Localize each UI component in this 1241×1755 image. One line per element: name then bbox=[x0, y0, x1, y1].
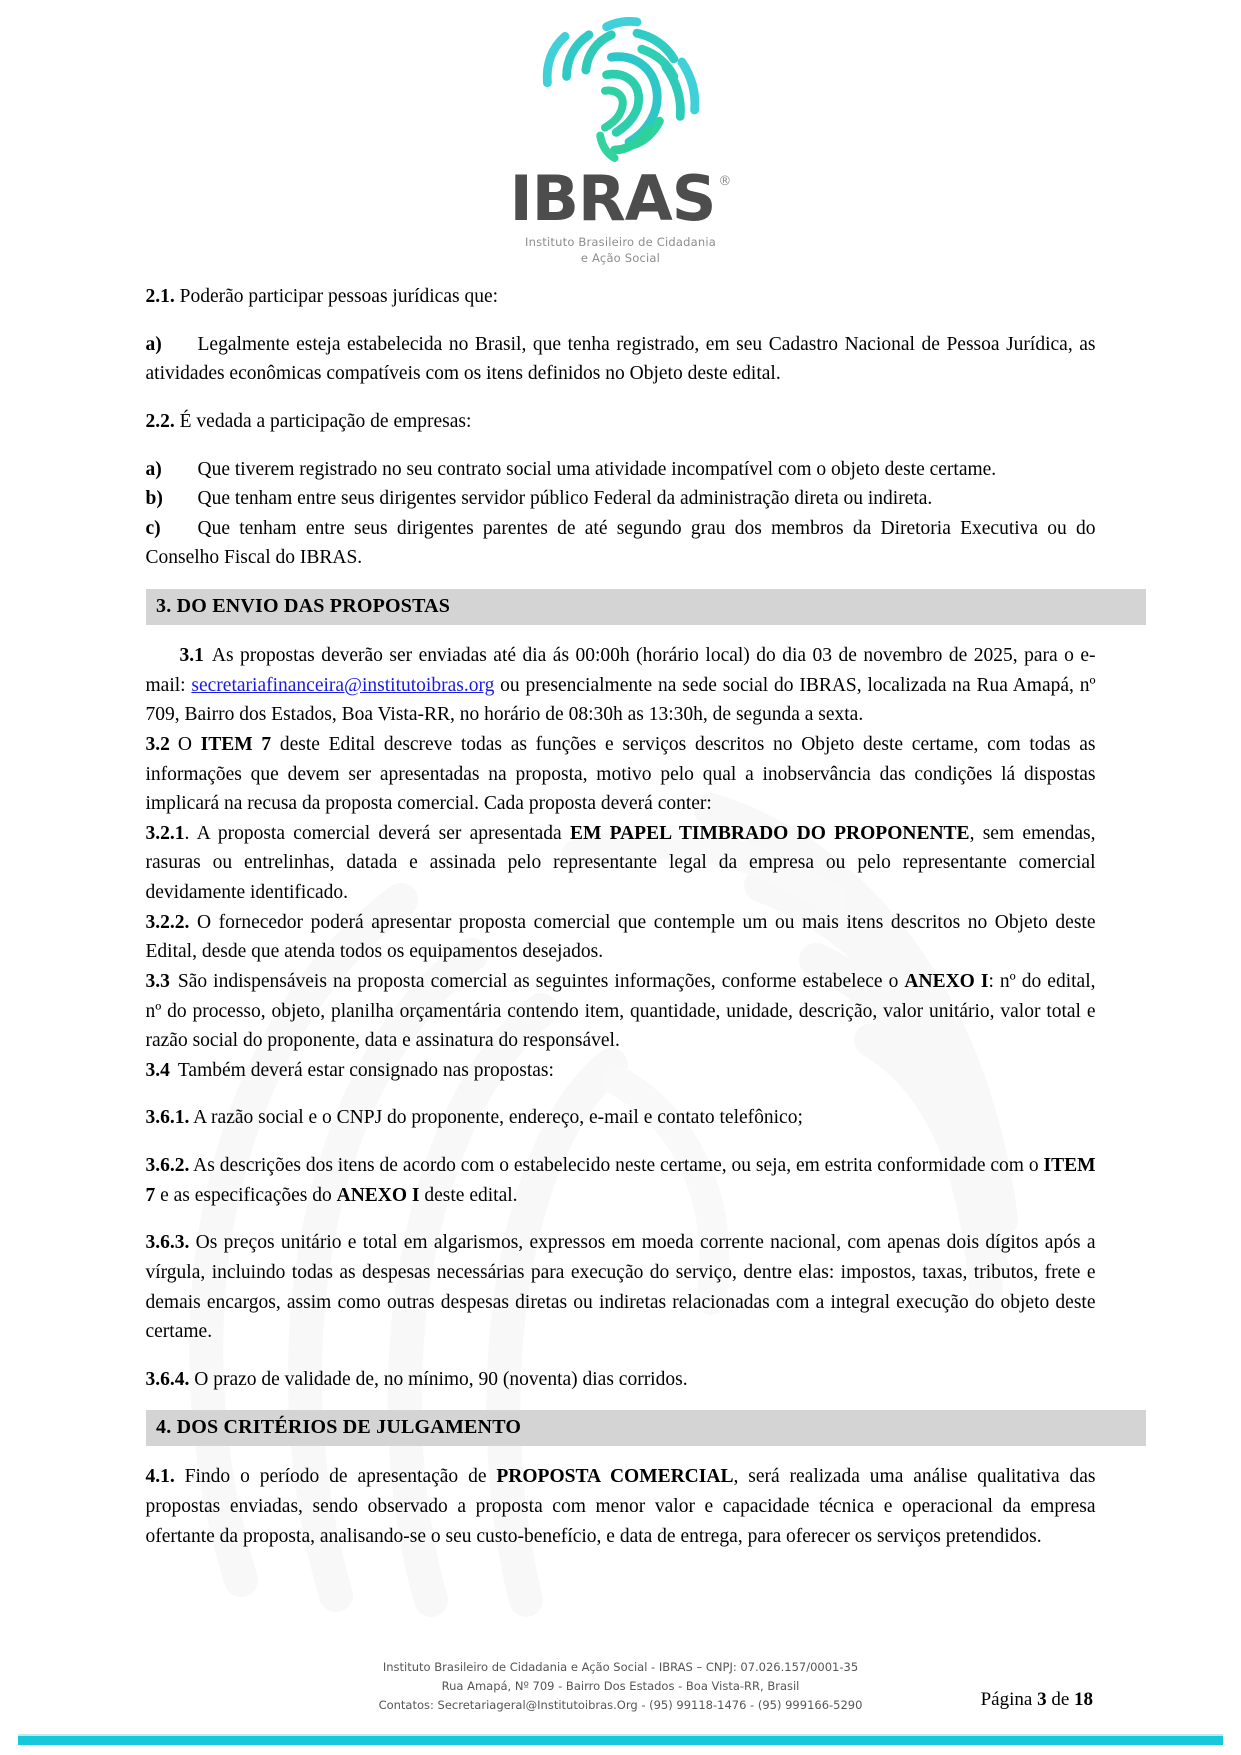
clause-text-3-2-1-p1: . A proposta comercial deverá ser apresentada bbox=[184, 822, 570, 844]
page-total: 18 bbox=[1074, 1689, 1093, 1710]
paragraph-3-2-2 bbox=[146, 908, 1096, 967]
list-label-a-2: a) bbox=[145, 458, 162, 480]
clause-label-3-2-2: 3.2.2. bbox=[145, 911, 190, 933]
list-label-c: c) bbox=[145, 517, 161, 539]
clause-text-3-2-p1: O bbox=[177, 733, 201, 755]
clause-label-3-1: 3.1 bbox=[179, 645, 204, 667]
email-link[interactable]: secretariafinanceira@institutoibras.org bbox=[191, 674, 495, 696]
paragraph-3-4 bbox=[146, 1056, 1096, 1086]
clause-label-3-2: 3.2 bbox=[145, 733, 170, 755]
paragraph-3-1 bbox=[146, 641, 1096, 730]
paragraph-2-1 bbox=[146, 282, 1096, 312]
logo-subtitle-line2: e Ação Social bbox=[580, 250, 661, 265]
paragraph-2-1-a bbox=[146, 330, 1096, 389]
document-body bbox=[146, 266, 1096, 573]
clause-ref-item7-b: ITEM 7 bbox=[145, 1155, 1096, 1206]
footer-contact-block bbox=[120, 1658, 1121, 1715]
clause-label-3-6-4: 3.6.4. bbox=[145, 1368, 190, 1390]
clause-text-3-6-2-p3: deste edital. bbox=[419, 1184, 518, 1206]
clause-text-3-6-4: O prazo de validade de, no mínimo, 90 (noventa) dias corridos. bbox=[189, 1368, 688, 1390]
footer-line-institution: Instituto Brasileiro de Cidadania e Ação Social - IBRAS – CNPJ: 07.026.157/0001-35 bbox=[382, 1660, 859, 1675]
paragraph-2-2-b bbox=[146, 484, 1096, 514]
clause-text-3-6-2-p1: As descrições dos itens de acordo com o estabelecido neste certame, ou seja, em estrita conformidade com o bbox=[189, 1155, 1044, 1177]
clause-text-4-1-p2: , será realizada uma análise qualitativa das propostas enviadas, sendo observado a proposta com menor valor e capacidade técnica e operacional da empresa ofertante da proposta, analisando-se o seu custo-benefício, e data de entrega, para oferecer os serviços pretendidos. bbox=[145, 1466, 1096, 1547]
list-text-2-2-c: Que tenham entre seus dirigentes parentes de até segundo grau dos membros da Diretoria Executiva ou do Conselho Fiscal do IBRAS. bbox=[145, 517, 1096, 569]
clause-emphasis-papel-timbrado: EM PAPEL TIMBRADO DO PROPONENTE bbox=[569, 822, 970, 844]
page-middle: de bbox=[1046, 1689, 1074, 1710]
paragraph-3-6-1 bbox=[146, 1103, 1096, 1133]
clause-label-3-4: 3.4 bbox=[145, 1059, 170, 1081]
paragraph-2-2-c bbox=[146, 514, 1096, 573]
page-prefix: Página bbox=[980, 1689, 1038, 1710]
list-text-2-2-b: Que tenham entre seus dirigentes servidor público Federal da administração direta ou indireta. bbox=[197, 488, 933, 510]
logo-text: IBRAS bbox=[509, 162, 716, 235]
page-current: 3 bbox=[1037, 1689, 1047, 1710]
clause-text-3-2-1-p2: , sem emendas, rasuras ou entrelinhas, datada e assinada pelo representante legal da empresa ou pelo representante comercial devidamente identificado. bbox=[145, 822, 1096, 904]
clause-label-4-1: 4.1. bbox=[145, 1466, 175, 1488]
section-header-4 bbox=[146, 1410, 1146, 1446]
clause-ref-item7: ITEM 7 bbox=[200, 733, 272, 755]
footer-line-contacts: Contatos: Secretariageral@Institutoibras.Org - (95) 99118-1476 - (95) 999166-5290 bbox=[378, 1698, 863, 1713]
section-header-3 bbox=[146, 589, 1146, 625]
logo-subtitle-line1: Instituto Brasileiro de Cidadania bbox=[525, 235, 716, 249]
clause-text-2-2: É vedada a participação de empresas: bbox=[174, 410, 472, 432]
paragraph-3-6-2 bbox=[146, 1151, 1096, 1210]
clause-label-2-1: 2.1. bbox=[145, 286, 175, 308]
clause-emphasis-proposta-comercial: PROPOSTA COMERCIAL bbox=[496, 1466, 734, 1488]
section-title-3: 3. DO ENVIO DAS PROPOSTAS bbox=[156, 595, 451, 618]
clause-text-3-1-post: ou presencialmente na sede social do IBRAS, localizada na Rua Amapá, nº 709, Bairro dos Estados, Boa Vista-RR, no horário de 08:30h as 13:30h, de segunda a sexta. bbox=[145, 674, 1096, 726]
paragraph-4-1 bbox=[146, 1462, 1096, 1551]
clause-text-3-2-2: O fornecedor poderá apresentar proposta comercial que contemple um ou mais itens descritos no Objeto deste Edital, desde que atenda todos os equipamentos desejados. bbox=[145, 911, 1096, 963]
document-body-2 bbox=[146, 641, 1096, 1394]
clause-text-3-4: Também deverá estar consignado nas propostas: bbox=[177, 1059, 554, 1081]
paragraph-2-2-a bbox=[146, 455, 1096, 485]
clause-label-3-6-2: 3.6.2. bbox=[145, 1155, 190, 1177]
paragraph-3-2-1 bbox=[146, 819, 1096, 908]
clause-text-3-1-pre: As propostas deverão ser enviadas até dia ás 00:00h (horário local) do dia 03 de novembro de 2025, para o e-mail: bbox=[145, 645, 1096, 696]
clause-text-2-1: Poderão participar pessoas jurídicas que: bbox=[174, 286, 499, 308]
clause-text-3-3-p1: São indispensáveis na proposta comercial as seguintes informações, conforme estabelece o bbox=[177, 970, 905, 992]
document-body-3 bbox=[146, 1462, 1096, 1551]
footer-accent-bar bbox=[18, 1736, 1223, 1745]
page-number-indicator bbox=[981, 1689, 1093, 1711]
clause-text-3-3-p2: : nº do edital, nº do processo, objeto, planilha orçamentária contendo item, quantidade, unidade, descrição, valor unitário, valor total e razão social do proponente, data e assinatura do responsável. bbox=[145, 970, 1096, 1052]
clause-text-4-1-p1: Findo o período de apresentação de bbox=[174, 1466, 497, 1488]
list-text-2-2-a: Que tiverem registrado no seu contrato social uma atividade incompatível com o objeto deste certame. bbox=[197, 458, 997, 480]
list-label-a: a) bbox=[145, 333, 162, 355]
logo-wordmark bbox=[509, 162, 732, 235]
paragraph-3-2 bbox=[146, 730, 1096, 819]
document-header bbox=[0, 0, 1241, 266]
paragraph-3-3 bbox=[146, 967, 1096, 1056]
list-label-b: b) bbox=[145, 488, 163, 510]
logo-subtitle bbox=[525, 235, 716, 266]
section-title-4: 4. DOS CRITÉRIOS DE JULGAMENTO bbox=[156, 1416, 522, 1439]
footer-line-address: Rua Amapá, Nº 709 - Bairro Dos Estados - Boa Vista-RR, Brasil bbox=[441, 1679, 800, 1694]
clause-label-3-6-3: 3.6.3. bbox=[145, 1232, 190, 1254]
list-text-2-1-a: Legalmente esteja estabelecida no Brasil, que tenha registrado, em seu Cadastro Nacional de Pessoa Jurídica, as atividades econômicas compatíveis com os itens definidos no Objeto deste edital. bbox=[145, 333, 1096, 385]
clause-text-3-6-2-p2: e as especificações do bbox=[155, 1184, 337, 1206]
paragraph-3-6-4 bbox=[146, 1365, 1096, 1395]
clause-label-3-2-1: 3.2.1 bbox=[145, 822, 185, 844]
clause-ref-anexo1-b: ANEXO I bbox=[336, 1184, 420, 1206]
clause-text-3-2-p2: deste Edital descreve todas as funções e serviços descritos no Objeto deste certame, com todas as informações que devem ser apresentadas na proposta, motivo pelo qual a inobservância das condições lá dispostas implicará na recusa da proposta comercial. Cada proposta deverá conter: bbox=[145, 733, 1096, 815]
clause-ref-anexo1: ANEXO I bbox=[904, 970, 989, 992]
fingerprint-logo-icon bbox=[516, 14, 726, 174]
paragraph-3-6-3 bbox=[146, 1228, 1096, 1347]
clause-text-3-6-3: Os preços unitário e total em algarismos, expressos em moeda corrente nacional, com apenas dois dígitos após a vírgula, incluindo todas as despesas necessárias para execução do serviço, dentre elas: impostos, taxas, tributos, frete e demais encargos, assim como outras despesas diretas ou indiretas relacionadas com a integral execução do objeto deste certame. bbox=[145, 1232, 1096, 1343]
clause-text-3-6-1: A razão social e o CNPJ do proponente, endereço, e-mail e contato telefônico; bbox=[189, 1107, 803, 1129]
paragraph-2-2 bbox=[146, 407, 1096, 437]
page-footer bbox=[0, 1658, 1241, 1715]
clause-label-3-3: 3.3 bbox=[145, 970, 170, 992]
clause-label-3-6-1: 3.6.1. bbox=[145, 1107, 190, 1129]
clause-label-2-2: 2.2. bbox=[145, 410, 175, 432]
registered-trademark-icon: ® bbox=[718, 174, 732, 189]
